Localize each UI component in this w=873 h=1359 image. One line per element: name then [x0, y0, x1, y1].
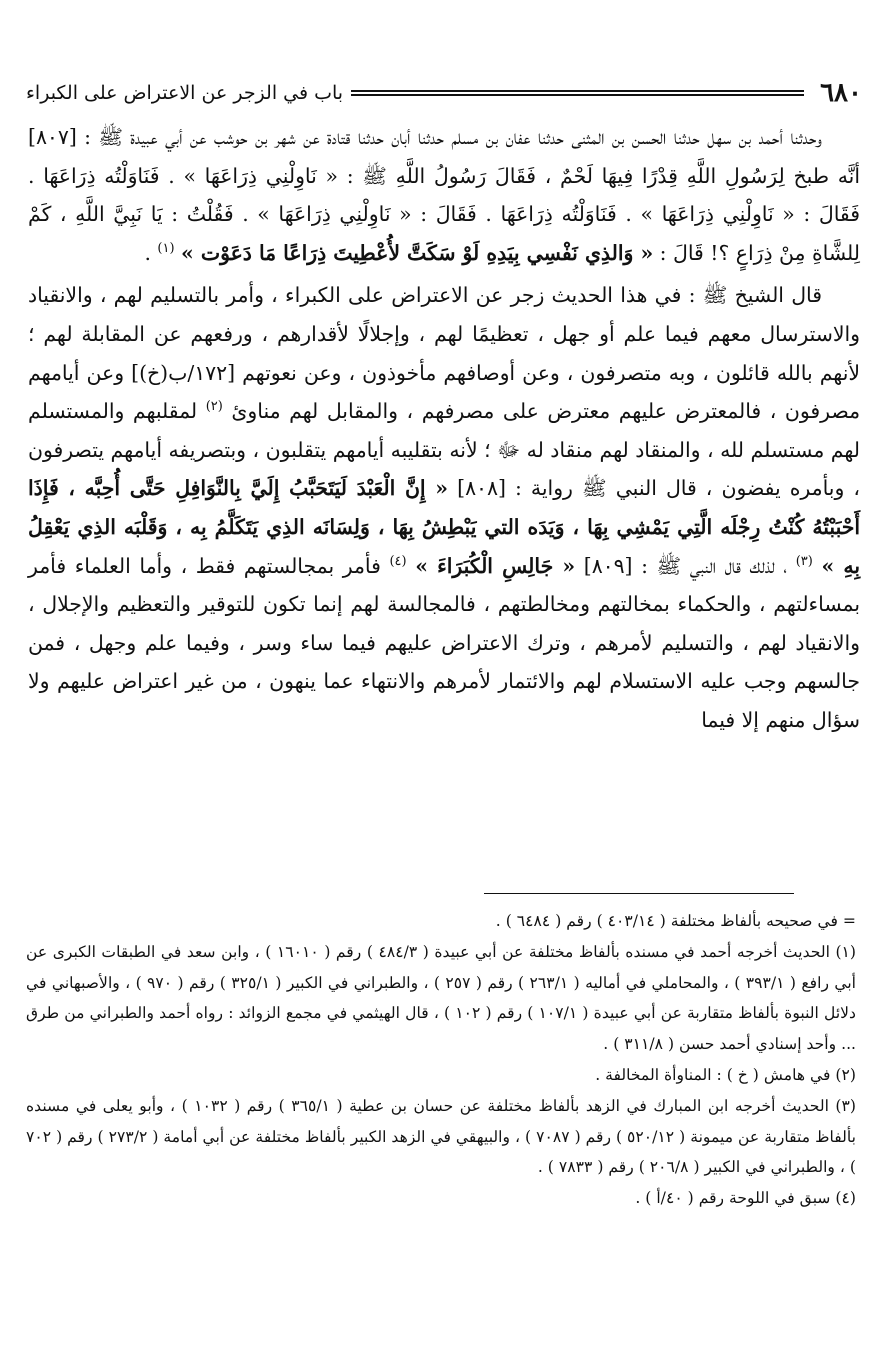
commentary-text-3: ، لذلك قال النبي ﷺ : [٨٠٩]: [575, 553, 796, 578]
page-header: [26, 76, 862, 110]
running-title: باب في الزجر عن الاعتراض على الكبراء: [26, 82, 344, 104]
commentary-text-1: قال الشيخ ﷺ : في هذا الحديث زجر عن الاعتراض على الكبراء ، وأمر بالتسليم لهم ، والانقياد والاسترسال معهم فيما علم أو جهل ، تعظيمًا لهم ، وإجلالًا لأقدارهم ، ورفعهم عن المقابلة لهم ؛ لأنهم بالله قائلون ، وبه متصرفون ، وعن أوصافهم مأخوذون ، وعن نعوتهم [١٧٢/ب(خ)] وعن أيامهم مصرفون ، فالمعترض عليهم معترض على مصرفهم ، والمقابل لهم مناوئ: [28, 283, 861, 424]
footnote-2: (٢) في هامش ( خ ) : المناوأة المخالفة .: [595, 1065, 856, 1084]
hadith-text-3: « جَالِسِ الْكُبَرَاءَ »: [415, 553, 576, 578]
footnote-ref-3: (٣): [795, 553, 813, 569]
commentary-text-4: فأمر بمجالستهم فقط ، وأما العلماء فأمر بمساءلتهم ، والحكماء بمخالتهم ومخالطتهم ، فالمجالسة لهم إنما تكون للتوقير والتعظيم والإجلال ، والانقياد لهم ، والتسليم لأمرهم ، وترك الاعتراض عليهم فيما ساء وسر ، وفيما علم وجهل ، فمن جالسهم وجب عليه الاستسلام لهم والائتمار لأمرهم والانتهاء عما ينهون ، من غير اعتراض عليهم ولا سؤال منهم إلا فيما: [28, 553, 860, 732]
main-text: [28, 118, 860, 888]
page-number: ٦٨٠: [820, 78, 862, 108]
commentary-text-2: لمقلبهم والمستسلم لهم مستسلم لله ، والمنقاد لهم منقاد له ﷻ ؛ لأنه بتقليبه أيامهم يتقلبون ، وبتصريفه أيامهم يتصرفون ، وبأمره يفضون ، قال النبي ﷺ رواية : [٨٠٨]: [28, 399, 860, 501]
hadith-text: « وَالذِي نَفْسِي بِيَدِهِ لَوْ سَكَتَّ لأُعْطِيتَ ذِرَاعًا مَا دَعَوْت »: [181, 240, 654, 265]
footnote-ref-1: (١): [157, 240, 175, 256]
paragraph-isnad: [28, 118, 860, 272]
footnote-1: (١) الحديث أخرجه أحمد في مسنده بألفاظ مختلفة عن أبي عبيدة ( ٤٨٤/٣ ) رقم ( ١٦٠١٠ ) ، وابن سعد في الطبقات الكبرى عن أبي رافع ( ٣٩٣/١ ) ، والمحاملي في أماليه ( ٢٦٣/١ ) رقم ( ٢٥٧ ) ، والطبراني في الكبير ( ٣٢٥/١ ) رقم ( ٩٧٠ ) ، والأصبهاني في دلائل النبوة بألفاظ متقاربة عن أبي عبيدة ( ١٠٧/١ ) رقم ( ١٠٢ ) ، قال الهيثمي في مجمع الزوائد : رواه أحمد والطبراني من طرق ... وأحد إسنادي أحمد حسن ( ٣١١/٨ ) .: [26, 942, 857, 1054]
paragraph-commentary: [28, 276, 860, 739]
footnote-ref-4: (٤): [389, 553, 407, 569]
footnote-ref-2: (٢): [205, 399, 223, 415]
header-double-rule: [351, 90, 804, 96]
footnotes: [26, 906, 856, 1336]
hadith-text-2: « إِنَّ الْعَبْدَ لَيَتَحَبَّبُ إِلَيَّ بِالنَّوَافِلِ حَتَّى أُحِبَّه ، فَإِذَا أَحْبَبْتُهُ كُنْتُ رِجْلَه الَّتِي يَمْشِي بِهَا ، وَيَدَه التي يَبْطِشُ بِهَا ، وَلِسَانَه الذِي يَتَكَلَّمُ بِه ، وَقَلْبَه الذِي يَعْقِلُ بِهِ »: [28, 476, 861, 578]
isnad-text: وحدثنا أحمد بن سهل حدثنا الحسن بن المثنى حدثنا عفان بن مسلم حدثنا أبان حدثنا قتادة عن شهر بن حوشب عن أبي عبيدة ﷺ : [٨٠٧] أنَّه طبخ لِرَسُولِ اللَّهِ قِدْرًا فِيهَا لَحْمٌ ، فَقَالَ رَسُولُ اللَّهِ ﷺ : « نَاوِلْنِي ذِرَاعَهَا » . فَنَاوَلْتُه ذِرَاعَهَا . فَقَالَ : « نَاوِلْنِي ذِرَاعَهَا » . فَنَاوَلْتُه ذِرَاعَهَا . فَقَالَ : « نَاوِلْنِي ذِرَاعَهَا » . فَقُلْتُ : يَا نَبِيَّ اللَّهِ ، كَمْ لِلشَّاةِ مِنْ ذِرَاعٍ ؟! قَالَ :: [28, 125, 860, 265]
footnote-4: (٤) سبق في اللوحة رقم ( ٤٠/أ ) .: [635, 1189, 856, 1208]
footnote-3: (٣) الحديث أخرجه ابن المبارك في الزهد بألفاظ مختلفة عن حسان بن عطية ( ٣٦٥/١ ) رقم ( ١٠٣٢ ) ، وأبو يعلى في مسنده بألفاظ متقاربة عن ميمونة ( ٥٢٠/١٢ ) رقم ( ٧٠٨٧ ) ، والبيهقي في الزهد الكبير بألفاظ مختلفة عن أبي أمامة ( ٢٧٣/٢ ) رقم ( ٧٠٢ ) ، والطبراني في الكبير ( ٢٠٦/٨ ) رقم ( ٧٨٣٣ ) .: [26, 1096, 857, 1177]
footnote-separator: [484, 893, 794, 894]
sentence-end: .: [144, 240, 158, 265]
footnote-continuation: = في صحيحه بألفاظ مختلفة ( ٤٠٣/١٤ ) رقم ( ٦٤٨٤ ) .: [495, 912, 856, 930]
